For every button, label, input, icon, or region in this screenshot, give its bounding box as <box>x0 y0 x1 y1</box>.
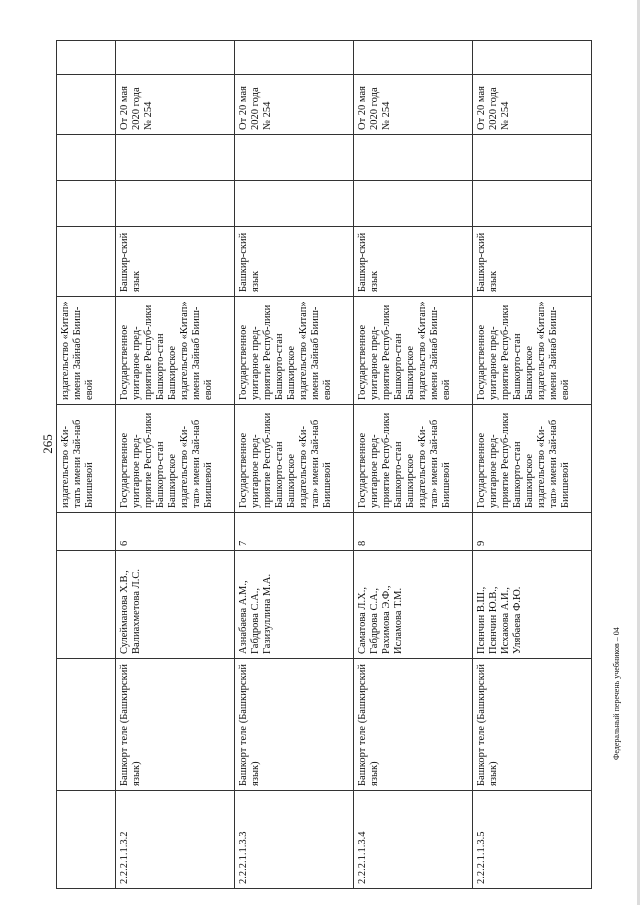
cell-publisher: Государственное унитарное пред-приятие Респуб-лики Башкорто-стан Башкирское издательство «Ки-тап» имени Зай-наб Биишевой <box>473 405 592 513</box>
cell-code: 2.2.2.1.1.3.5 <box>473 791 592 889</box>
cell-developer: Государственное унитарное пред-приятие Респуб-лики Башкорто-стан Башкирское издательство «Китап» имени Зайнаб Бииш-евой <box>235 297 354 405</box>
cell-language: Башкир-ский язык <box>473 227 592 297</box>
cell-blank <box>116 41 235 75</box>
cell-title: Башкорт теле (Башкирский язык) <box>354 659 473 791</box>
cell-order: От 20 мая 2020 года № 254 <box>116 75 235 135</box>
cell-authors: Саматова Л.Х., Габдрова С.А., Рахимова Э.Ф., Исламова Т.М. <box>354 551 473 659</box>
cell-code: 2.2.2.1.1.3.4 <box>354 791 473 889</box>
cell-blank <box>235 181 354 227</box>
cell-blank <box>473 41 592 75</box>
table-row <box>473 41 592 889</box>
cell-blank <box>116 181 235 227</box>
cell-class: 8 <box>354 513 473 551</box>
cell-publisher: Государственное унитарное пред-приятие Респуб-лики Башкорто-стан Башкирское издательство «Ки-тап» имени Зай-наб Биишевой <box>116 405 235 513</box>
textbook-table-container <box>56 41 584 889</box>
cell-blank <box>354 41 473 75</box>
cell-authors <box>57 551 116 659</box>
cell-blank <box>57 41 116 75</box>
cell-publisher: Государственное унитарное пред-приятие Респуб-лики Башкорто-стан Башкирское издательство «Ки-тап» имени Зай-наб Биишевой <box>235 405 354 513</box>
table-row <box>354 41 473 889</box>
cell-language: Башкир-ский язык <box>235 227 354 297</box>
textbook-table <box>56 40 592 889</box>
cell-blank <box>57 135 116 181</box>
cell-blank <box>235 135 354 181</box>
footer-note: Федеральный перечень учебников – 04 <box>612 627 621 760</box>
table-row-continuation <box>57 41 116 889</box>
cell-blank <box>473 135 592 181</box>
cell-blank <box>235 41 354 75</box>
page-number: 265 <box>39 434 55 454</box>
cell-blank <box>116 135 235 181</box>
cell-developer: издательство «Китап» имени Зайнаб Бииш-евой <box>57 297 116 405</box>
cell-title: Башкорт теле (Башкирский язык) <box>235 659 354 791</box>
cell-order: От 20 мая 2020 года № 254 <box>473 75 592 135</box>
cell-language: Башкир-ский язык <box>116 227 235 297</box>
cell-title: Башкорт теле (Башкирский язык) <box>473 659 592 791</box>
cell-code: 2.2.2.1.1.3.3 <box>235 791 354 889</box>
cell-order <box>57 75 116 135</box>
table-row <box>116 41 235 889</box>
cell-order: От 20 мая 2020 года № 254 <box>235 75 354 135</box>
cell-blank <box>354 135 473 181</box>
cell-authors: Сулейманова Х.В., Валиахметова Л.С. <box>116 551 235 659</box>
cell-title <box>57 659 116 791</box>
cell-authors: Псянчин В.Ш., Псянчин Ю.В., Исхакова А.И., Улябаева Ф.Ю. <box>473 551 592 659</box>
cell-class: 6 <box>116 513 235 551</box>
table-row <box>235 41 354 889</box>
cell-class: 7 <box>235 513 354 551</box>
cell-blank <box>354 181 473 227</box>
cell-authors: Азнабаева А.М., Габдрова С.А., Газизуллина М.А. <box>235 551 354 659</box>
cell-code <box>57 791 116 889</box>
cell-order: От 20 мая 2020 года № 254 <box>354 75 473 135</box>
cell-language <box>57 227 116 297</box>
cell-blank <box>57 181 116 227</box>
cell-publisher: Государственное унитарное пред-приятие Респуб-лики Башкорто-стан Башкирское издательство «Ки-тап» имени Зай-наб Биишевой <box>354 405 473 513</box>
cell-class: 9 <box>473 513 592 551</box>
cell-class <box>57 513 116 551</box>
cell-developer: Государственное унитарное пред-приятие Респуб-лики Башкорто-стан Башкирское издательство «Китап» имени Зайнаб Бииш-евой <box>473 297 592 405</box>
cell-publisher: издательство «Ки-тапъ имени Зай-наб Биишевой <box>57 405 116 513</box>
cell-language: Башкир-ский язык <box>354 227 473 297</box>
cell-code: 2.2.2.1.1.3.2 <box>116 791 235 889</box>
cell-developer: Государственное унитарное пред-приятие Респуб-лики Башкорто-стан Башкирское издательство «Китап» имени Зайнаб Бииш-евой <box>116 297 235 405</box>
cell-title: Башкорт теле (Башкирский язык) <box>116 659 235 791</box>
cell-blank <box>473 181 592 227</box>
cell-developer: Государственное унитарное пред-приятие Респуб-лики Башкорто-стан Башкирское издательство «Китап» имени Зайнаб Бииш-евой <box>354 297 473 405</box>
